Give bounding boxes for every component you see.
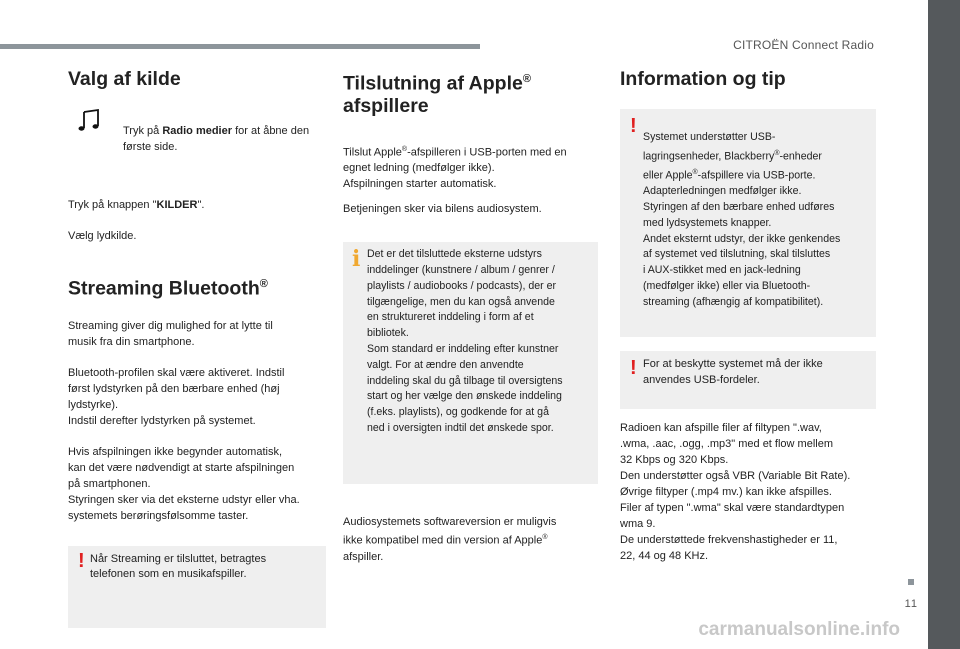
info-icon: i (352, 246, 361, 273)
section-heading-source: Valg af kilde (68, 68, 181, 90)
paragraph-connect-apple: Tilslut Apple®-afspilleren i USB-porten med en egnet ledning (medfølger ikke). Afspilningen starter automatisk. (343, 145, 567, 191)
column-apple (343, 64, 598, 565)
paragraph-bluetooth-profile: Bluetooth-profilen skal være aktiveret. Indstil først lydstyrken på den bærbare enhed (høj lydstyrke). Indstil derefter lydstyrken på systemet. (68, 366, 285, 427)
warning-text-usb-hub: For at beskytte systemet må der ikke anvendes USB-fordeler. (643, 358, 823, 386)
step-open-media: Tryk på Radio medier for at åbne den første side. (123, 125, 310, 153)
page-marker (908, 579, 914, 585)
side-band (928, 0, 960, 649)
info-text-classification: Det er det tilsluttede eksterne udstyrs inddelinger (kunstnere / album / genrer / playlists / audiobooks / podcasts), der er tilgængelige, men du kan også anvende en struktureret inddeling i form af et bibliotek. Som standard er inddeling efter kunstner valgt. For at ændre den anvendte inddeling skal du gå tilbage til oversigtens start og her vælge den ønskede inddeling (f.eks. playlists), og godkende for at gå ned i oversigten indtil det ønskede spor. (367, 248, 563, 434)
paragraph-file-types: Radioen kan afspille filer af filtypen ".wav, .wma, .aac, .ogg, .mp3" med et flow mellem 32 Kbps og 320 Kbps. Den understøtter også VBR (Variable Bit Rate). Øvrige filtyper (.mp4 mv.) kan ikke afspilles. Filer af typen ".wma" skal være standardtypen wma 9. De understøttede frekvenshastigheder er 11, 22, 44 og 48 KHz. (620, 422, 851, 562)
step-select-source: Vælg lydkilde. (68, 230, 137, 242)
warning-icon: ! (630, 357, 637, 379)
paragraph-autoplay: Hvis afspilningen ikke begynder automatisk, kan det være nødvendigt at starte afspilningen på smartphonen. Styringen sker via det eksterne udstyr eller vha. systemets berøringsfølsomme taster. (68, 445, 300, 522)
music-note-icon (76, 107, 102, 133)
step-press-sources: Tryk på knappen "KILDER". (68, 199, 205, 211)
warning-box-usb-support (620, 109, 876, 337)
warning-icon: ! (630, 115, 637, 137)
section-heading-bluetooth: Streaming Bluetooth® (68, 277, 268, 300)
warning-icon: ! (78, 549, 85, 572)
paragraph-software-version: Audiosystemets softwareversion er muligvis ikke kompatibel med din version af Apple® afspiller. (343, 516, 557, 563)
column-source (68, 64, 326, 628)
paragraph-controls: Betjeningen sker via bilens audiosystem. (343, 203, 542, 216)
header-bar (0, 44, 480, 49)
warning-box-streaming (68, 546, 326, 628)
warning-box-usb-hub (620, 351, 876, 409)
paragraph-streaming-intro: Streaming giver dig mulighed for at lytte til musik fra din smartphone. (68, 319, 273, 348)
warning-text-usb-support: Systemet understøtter USB- lagringsenheder, Blackberry®-enheder eller Apple®-afspillere via USB-porte. Adapterledningen medfølger ikke. Styringen af den bærbare enhed udføres med lydsystemets knapper. Andet eksternt udstyr, der ikke genkendes af systemet ved tilslutning, skal tilsluttes i AUX-stikket med en jack-ledning (medfølger ikke) eller via Bluetooth- streaming (afhængig af kompatibilitet). (643, 130, 841, 308)
header-title: CITROËN Connect Radio (733, 38, 874, 52)
warning-text-streaming: Når Streaming er tilsluttet, betragtes telefonen som en musikafspiller. (90, 552, 267, 581)
section-heading-info: Information og tip (620, 68, 786, 90)
watermark: carmanualsonline.info (698, 619, 900, 640)
page-number: 11 (904, 598, 918, 610)
info-box-classification (343, 242, 598, 484)
section-heading-apple: Tilslutning af Apple® afspillere (343, 72, 531, 117)
column-info (620, 64, 876, 564)
